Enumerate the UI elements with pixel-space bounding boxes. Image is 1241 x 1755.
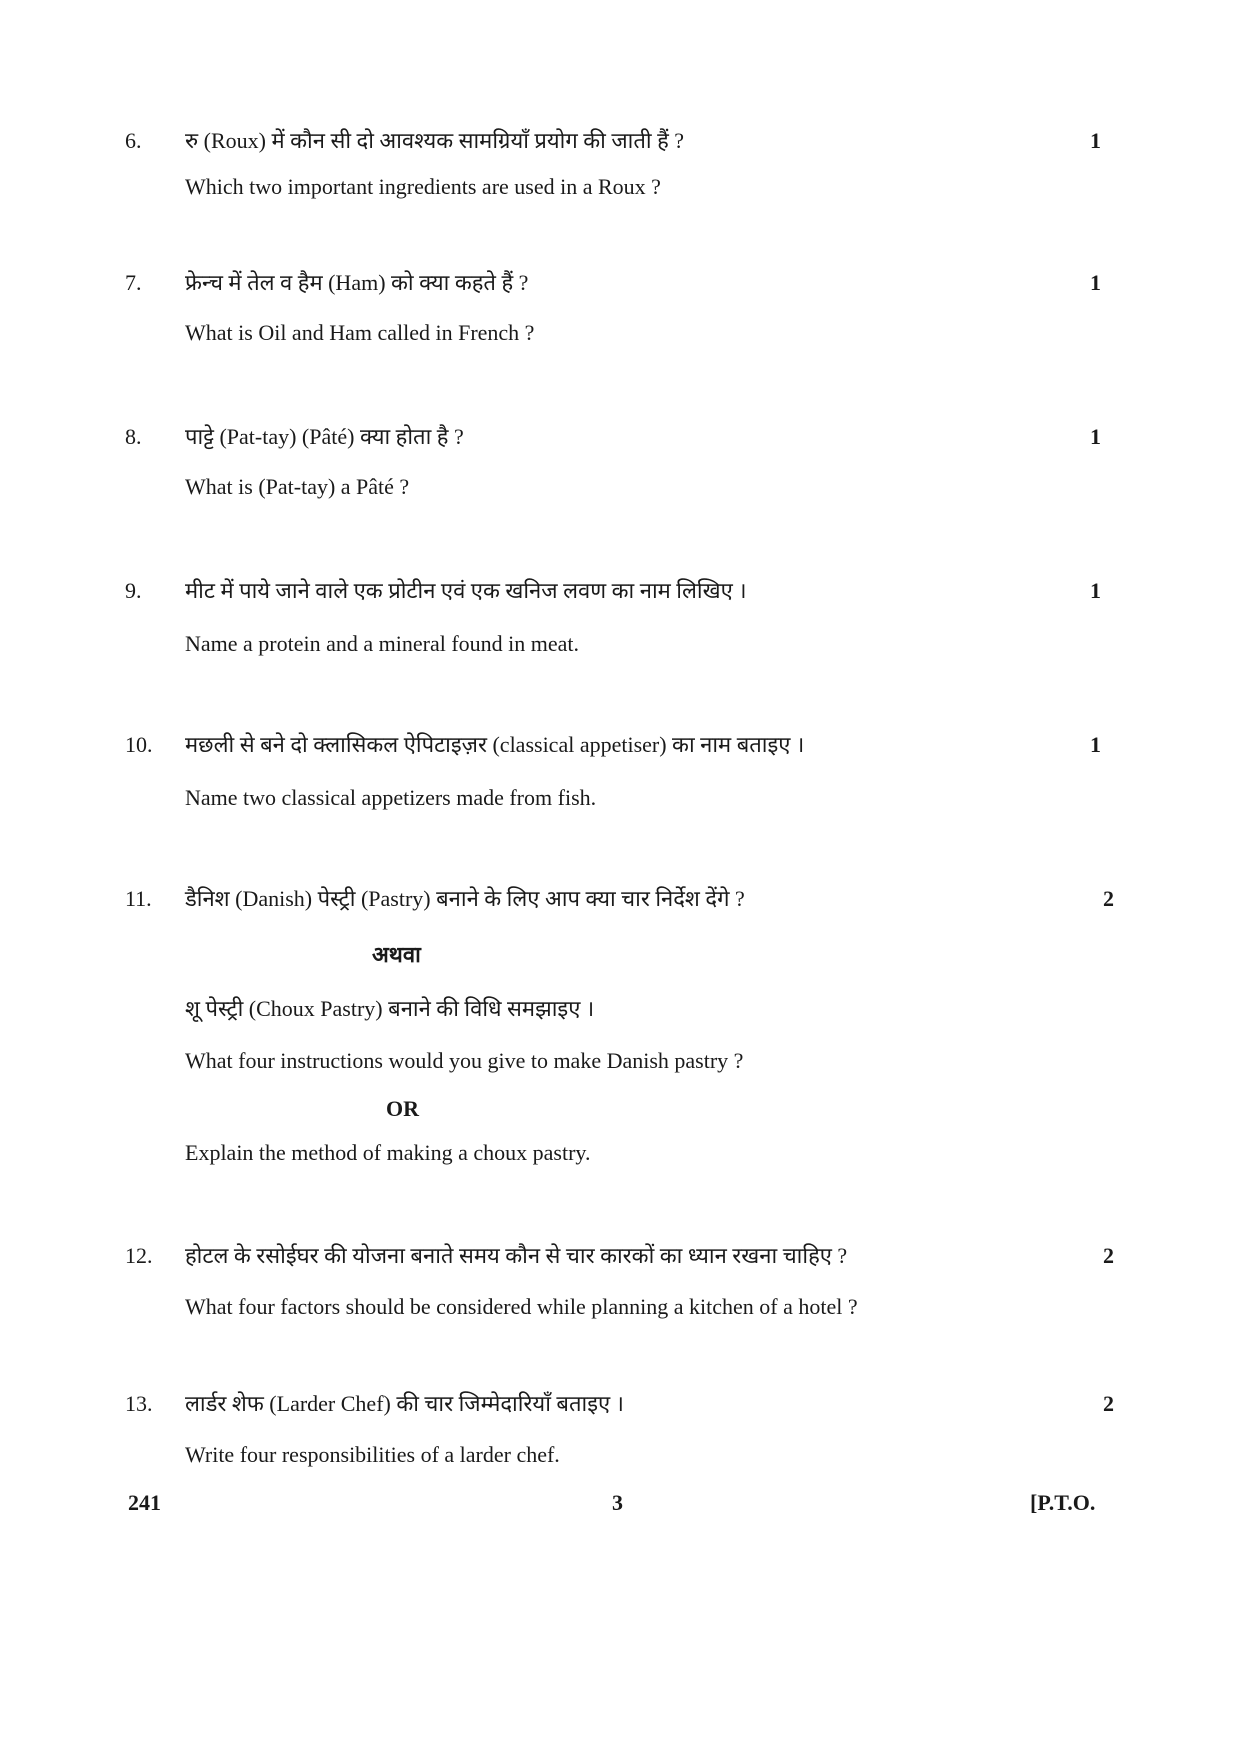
marks: 1 xyxy=(1090,578,1101,603)
or-separator-hindi: अथवा xyxy=(372,942,421,967)
question-text-english: Write four responsibilities of a larder chef. xyxy=(185,1442,560,1467)
question-alt-text-english: Explain the method of making a choux pastry. xyxy=(185,1140,591,1165)
question-text-hindi: मछली से बने दो क्लासिकल ऐपिटाइज़र (classical appetiser) का नाम बताइए । xyxy=(185,732,805,757)
marks: 2 xyxy=(1103,1391,1114,1416)
question-alt-text-hindi: शू पेस्ट्री (Choux Pastry) बनाने की विधि समझाइए । xyxy=(185,996,595,1021)
question-text-hindi: फ्रेन्च में तेल व हैम (Ham) को क्या कहते हैं ? xyxy=(185,270,529,295)
marks: 1 xyxy=(1090,270,1101,295)
question-text-hindi: मीट में पाये जाने वाले एक प्रोटीन एवं एक खनिज लवण का नाम लिखिए । xyxy=(185,578,747,603)
question-text-english: What is Oil and Ham called in French ? xyxy=(185,320,535,345)
question-number: 9. xyxy=(125,578,142,603)
question-text-hindi: डैनिश (Danish) पेस्ट्री (Pastry) बनाने के लिए आप क्या चार निर्देश देंगे ? xyxy=(185,886,745,911)
question-number: 12. xyxy=(125,1243,153,1268)
paper-code: 241 xyxy=(128,1490,161,1515)
question-text-english: Which two important ingredients are used in a Roux ? xyxy=(185,174,661,199)
question-number: 10. xyxy=(125,732,153,757)
question-text-hindi: पाट्टे (Pat-tay) (Pâté) क्या होता है ? xyxy=(185,424,464,449)
marks: 2 xyxy=(1103,886,1114,911)
question-text-english: What four instructions would you give to make Danish pastry ? xyxy=(185,1048,744,1073)
marks: 1 xyxy=(1090,732,1101,757)
question-text-english: What four factors should be considered while planning a kitchen of a hotel ? xyxy=(185,1294,858,1319)
pto-label: [P.T.O. xyxy=(1030,1490,1096,1515)
or-separator-english: OR xyxy=(386,1096,419,1121)
marks: 1 xyxy=(1090,128,1101,153)
question-number: 11. xyxy=(125,886,152,911)
question-text-hindi: होटल के रसोईघर की योजना बनाते समय कौन से चार कारकों का ध्यान रखना चाहिए ? xyxy=(185,1243,848,1268)
question-number: 7. xyxy=(125,270,142,295)
question-text-english: What is (Pat-tay) a Pâté ? xyxy=(185,474,410,499)
page-number: 3 xyxy=(612,1490,623,1515)
question-text-english: Name two classical appetizers made from fish. xyxy=(185,785,597,810)
question-number: 6. xyxy=(125,128,142,153)
question-text-english: Name a protein and a mineral found in meat. xyxy=(185,631,580,656)
question-number: 13. xyxy=(125,1391,153,1416)
question-text-hindi: रु (Roux) में कौन सी दो आवश्यक सामग्रियाँ प्रयोग की जाती हैं ? xyxy=(185,128,685,153)
question-text-hindi: लार्डर शेफ (Larder Chef) की चार जिम्मेदारियाँ बताइए । xyxy=(185,1391,624,1416)
marks: 2 xyxy=(1103,1243,1114,1268)
question-number: 8. xyxy=(125,424,142,449)
marks: 1 xyxy=(1090,424,1101,449)
